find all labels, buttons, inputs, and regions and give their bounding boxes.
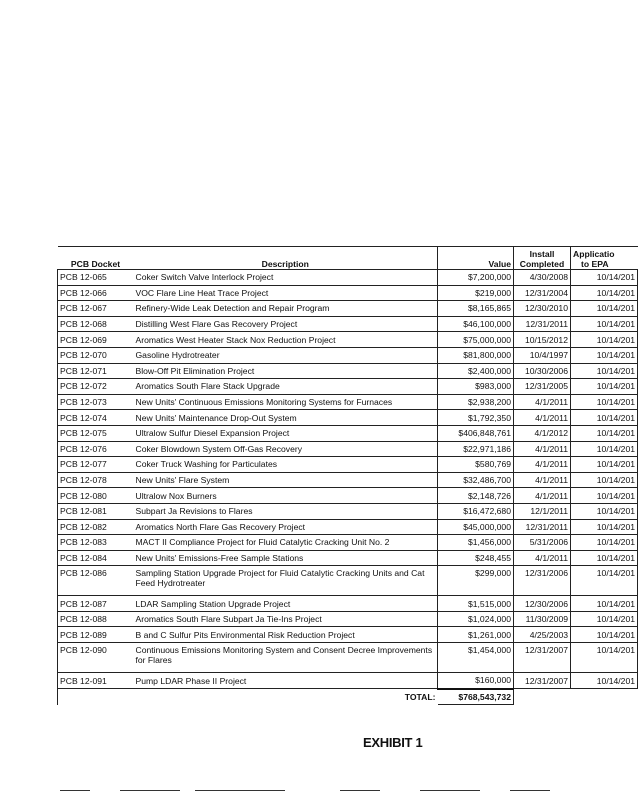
description-cell: Coker Blowdown System Off-Gas Recovery (134, 441, 438, 457)
table-row (58, 301, 638, 317)
application-date-cell: 10/14/201 (571, 410, 638, 426)
header-description: Description (134, 247, 438, 270)
value-cell: $983,000 (438, 379, 514, 395)
install-date-cell: 10/4/1997 (514, 347, 571, 363)
docket-cell: PCB 12-075 (58, 425, 134, 441)
value-cell: $299,000 (438, 566, 514, 596)
value-cell: $1,792,350 (438, 410, 514, 426)
table-row (58, 673, 638, 689)
application-date-cell: 10/14/201 (571, 363, 638, 379)
description-cell: Subpart Ja Revisions to Flares (134, 503, 438, 519)
application-date-cell: 10/14/201 (571, 472, 638, 488)
application-date-cell: 10/14/201 (571, 457, 638, 473)
empty-cell (58, 689, 134, 705)
description-cell: B and C Sulfur Pits Environmental Risk Reduction Project (134, 627, 438, 643)
application-date-cell: 10/14/201 (571, 643, 638, 673)
install-date-cell: 12/30/2010 (514, 301, 571, 317)
description-cell: VOC Flare Line Heat Trace Project (134, 285, 438, 301)
docket-cell: PCB 12-078 (58, 472, 134, 488)
application-date-cell: 10/14/201 (571, 301, 638, 317)
header-applic-line2: to EPA (581, 259, 609, 269)
value-cell: $32,486,700 (438, 472, 514, 488)
description-cell: Aromatics South Flare Subpart Ja Tie-Ins Project (134, 611, 438, 627)
value-cell: $1,261,000 (438, 627, 514, 643)
install-date-cell: 12/1/2011 (514, 503, 571, 519)
docket-cell: PCB 12-091 (58, 673, 134, 689)
table-row (58, 519, 638, 535)
value-cell: $8,165,865 (438, 301, 514, 317)
install-date-cell: 4/1/2011 (514, 410, 571, 426)
description-cell: Gasoline Hydrotreater (134, 347, 438, 363)
description-cell: Aromatics West Heater Stack Nox Reduction Project (134, 332, 438, 348)
bottom-rule (120, 790, 180, 791)
install-date-cell: 12/31/2004 (514, 285, 571, 301)
exhibit-label: EXHIBIT 1 (363, 735, 423, 750)
value-cell: $580,769 (438, 457, 514, 473)
description-cell: Sampling Station Upgrade Project for Fluid Catalytic Cracking Units and Cat Feed Hydrotreater (134, 566, 438, 596)
table-row (58, 394, 638, 410)
header-docket: PCB Docket (58, 247, 134, 270)
table-row (58, 457, 638, 473)
docket-cell: PCB 12-086 (58, 566, 134, 596)
table-row (58, 425, 638, 441)
value-cell: $2,938,200 (438, 394, 514, 410)
table-row (58, 441, 638, 457)
description-cell: Ultralow Nox Burners (134, 488, 438, 504)
application-date-cell: 10/14/201 (571, 270, 638, 286)
bottom-rule (195, 790, 285, 791)
docket-cell: PCB 12-073 (58, 394, 134, 410)
value-cell: $16,472,680 (438, 503, 514, 519)
empty-cell (571, 689, 638, 705)
empty-cell (514, 689, 571, 705)
value-cell: $7,200,000 (438, 270, 514, 286)
value-cell: $406,848,761 (438, 425, 514, 441)
install-date-cell: 12/31/2007 (514, 643, 571, 673)
docket-cell: PCB 12-066 (58, 285, 134, 301)
application-date-cell: 10/14/201 (571, 596, 638, 612)
docket-cell: PCB 12-068 (58, 316, 134, 332)
value-cell: $46,100,000 (438, 316, 514, 332)
table-row (58, 316, 638, 332)
description-cell: Blow-Off Pit Elimination Project (134, 363, 438, 379)
value-cell: $2,148,726 (438, 488, 514, 504)
docket-cell: PCB 12-084 (58, 550, 134, 566)
install-date-cell: 4/1/2011 (514, 550, 571, 566)
application-date-cell: 10/14/201 (571, 394, 638, 410)
description-cell: LDAR Sampling Station Upgrade Project (134, 596, 438, 612)
table-row (58, 285, 638, 301)
header-install-line1: Install (529, 249, 555, 259)
value-cell: $248,455 (438, 550, 514, 566)
docket-cell: PCB 12-074 (58, 410, 134, 426)
application-date-cell: 10/14/201 (571, 332, 638, 348)
description-cell: Coker Switch Valve Interlock Project (134, 270, 438, 286)
description-cell: Pump LDAR Phase II Project (134, 673, 438, 689)
header-install-line2: Completed (519, 259, 565, 269)
table-row (58, 627, 638, 643)
docket-cell: PCB 12-088 (58, 611, 134, 627)
table-row (58, 270, 638, 286)
value-cell: $1,454,000 (438, 643, 514, 673)
bottom-rule (60, 790, 90, 791)
table-row (58, 550, 638, 566)
value-cell: $22,971,186 (438, 441, 514, 457)
value-cell: $160,000 (438, 673, 514, 689)
install-date-cell: 4/1/2011 (514, 441, 571, 457)
total-value: $768,543,732 (438, 689, 514, 705)
docket-cell: PCB 12-090 (58, 643, 134, 673)
application-date-cell: 10/14/201 (571, 550, 638, 566)
table-row (58, 596, 638, 612)
install-date-cell: 10/30/2006 (514, 363, 571, 379)
description-cell: Continuous Emissions Monitoring System and Consent Decree Improvements for Flares (134, 643, 438, 673)
docket-cell: PCB 12-071 (58, 363, 134, 379)
bottom-rule (340, 790, 380, 791)
application-date-cell: 10/14/201 (571, 519, 638, 535)
description-cell: Ultralow Sulfur Diesel Expansion Project (134, 425, 438, 441)
application-date-cell: 10/14/201 (571, 488, 638, 504)
description-cell: New Units' Flare System (134, 472, 438, 488)
total-label: TOTAL: (404, 691, 436, 702)
install-date-cell: 4/1/2012 (514, 425, 571, 441)
value-cell: $45,000,000 (438, 519, 514, 535)
description-cell: Refinery-Wide Leak Detection and Repair Program (134, 301, 438, 317)
table-row (58, 535, 638, 551)
docket-cell: PCB 12-067 (58, 301, 134, 317)
install-date-cell: 12/31/2006 (514, 566, 571, 596)
application-date-cell: 10/14/201 (571, 347, 638, 363)
table-row (58, 488, 638, 504)
application-date-cell: 10/14/201 (571, 535, 638, 551)
install-date-cell: 12/31/2007 (514, 673, 571, 689)
table-row (58, 611, 638, 627)
table-row (58, 472, 638, 488)
table-row (58, 363, 638, 379)
table-row (58, 503, 638, 519)
install-date-cell: 4/1/2011 (514, 394, 571, 410)
docket-cell: PCB 12-065 (58, 270, 134, 286)
install-date-cell: 4/30/2008 (514, 270, 571, 286)
docket-cell: PCB 12-069 (58, 332, 134, 348)
description-cell: Coker Truck Washing for Particulates (134, 457, 438, 473)
application-date-cell: 10/14/201 (571, 441, 638, 457)
install-date-cell: 4/25/2003 (514, 627, 571, 643)
projects-table (57, 246, 638, 705)
install-date-cell: 4/1/2011 (514, 457, 571, 473)
table-row (58, 566, 638, 596)
install-date-cell: 10/15/2012 (514, 332, 571, 348)
table-row (58, 410, 638, 426)
table-row (58, 643, 638, 673)
value-cell: $2,400,000 (438, 363, 514, 379)
table-header (58, 247, 638, 270)
table-row (58, 332, 638, 348)
application-date-cell: 10/14/201 (571, 316, 638, 332)
docket-cell: PCB 12-072 (58, 379, 134, 395)
header-applic-line1: Applicatio (573, 249, 615, 259)
application-date-cell: 10/14/201 (571, 285, 638, 301)
description-cell: Distilling West Flare Gas Recovery Project (134, 316, 438, 332)
docket-cell: PCB 12-081 (58, 503, 134, 519)
install-date-cell: 4/1/2011 (514, 472, 571, 488)
install-date-cell: 12/30/2006 (514, 596, 571, 612)
bottom-rule (420, 790, 480, 791)
description-cell: New Units' Continuous Emissions Monitoring Systems for Furnaces (134, 394, 438, 410)
application-date-cell: 10/14/201 (571, 611, 638, 627)
install-date-cell: 11/30/2009 (514, 611, 571, 627)
description-cell: Aromatics North Flare Gas Recovery Project (134, 519, 438, 535)
header-application (571, 247, 638, 270)
table-row (58, 347, 638, 363)
docket-cell: PCB 12-087 (58, 596, 134, 612)
value-cell: $75,000,000 (438, 332, 514, 348)
header-install (514, 247, 571, 270)
application-date-cell: 10/14/201 (571, 425, 638, 441)
value-cell: $219,000 (438, 285, 514, 301)
application-date-cell: 10/14/201 (571, 673, 638, 689)
docket-cell: PCB 12-089 (58, 627, 134, 643)
application-date-cell: 10/14/201 (571, 627, 638, 643)
value-cell: $1,456,000 (438, 535, 514, 551)
bottom-rule (510, 790, 550, 791)
total-row (58, 689, 638, 705)
value-cell: $1,024,000 (438, 611, 514, 627)
install-date-cell: 5/31/2006 (514, 535, 571, 551)
description-cell: MACT II Compliance Project for Fluid Catalytic Cracking Unit No. 2 (134, 535, 438, 551)
docket-cell: PCB 12-080 (58, 488, 134, 504)
docket-cell: PCB 12-083 (58, 535, 134, 551)
install-date-cell: 12/31/2011 (514, 316, 571, 332)
application-date-cell: 10/14/201 (571, 566, 638, 596)
docket-cell: PCB 12-082 (58, 519, 134, 535)
description-cell: New Units' Emissions-Free Sample Stations (134, 550, 438, 566)
value-cell: $81,800,000 (438, 347, 514, 363)
application-date-cell: 10/14/201 (571, 379, 638, 395)
install-date-cell: 12/31/2005 (514, 379, 571, 395)
install-date-cell: 4/1/2011 (514, 488, 571, 504)
table-row (58, 379, 638, 395)
header-value: Value (438, 247, 514, 270)
application-date-cell: 10/14/201 (571, 503, 638, 519)
description-cell: New Units' Maintenance Drop-Out System (134, 410, 438, 426)
docket-cell: PCB 12-077 (58, 457, 134, 473)
description-cell: Aromatics South Flare Stack Upgrade (134, 379, 438, 395)
install-date-cell: 12/31/2011 (514, 519, 571, 535)
value-cell: $1,515,000 (438, 596, 514, 612)
docket-cell: PCB 12-076 (58, 441, 134, 457)
docket-cell: PCB 12-070 (58, 347, 134, 363)
